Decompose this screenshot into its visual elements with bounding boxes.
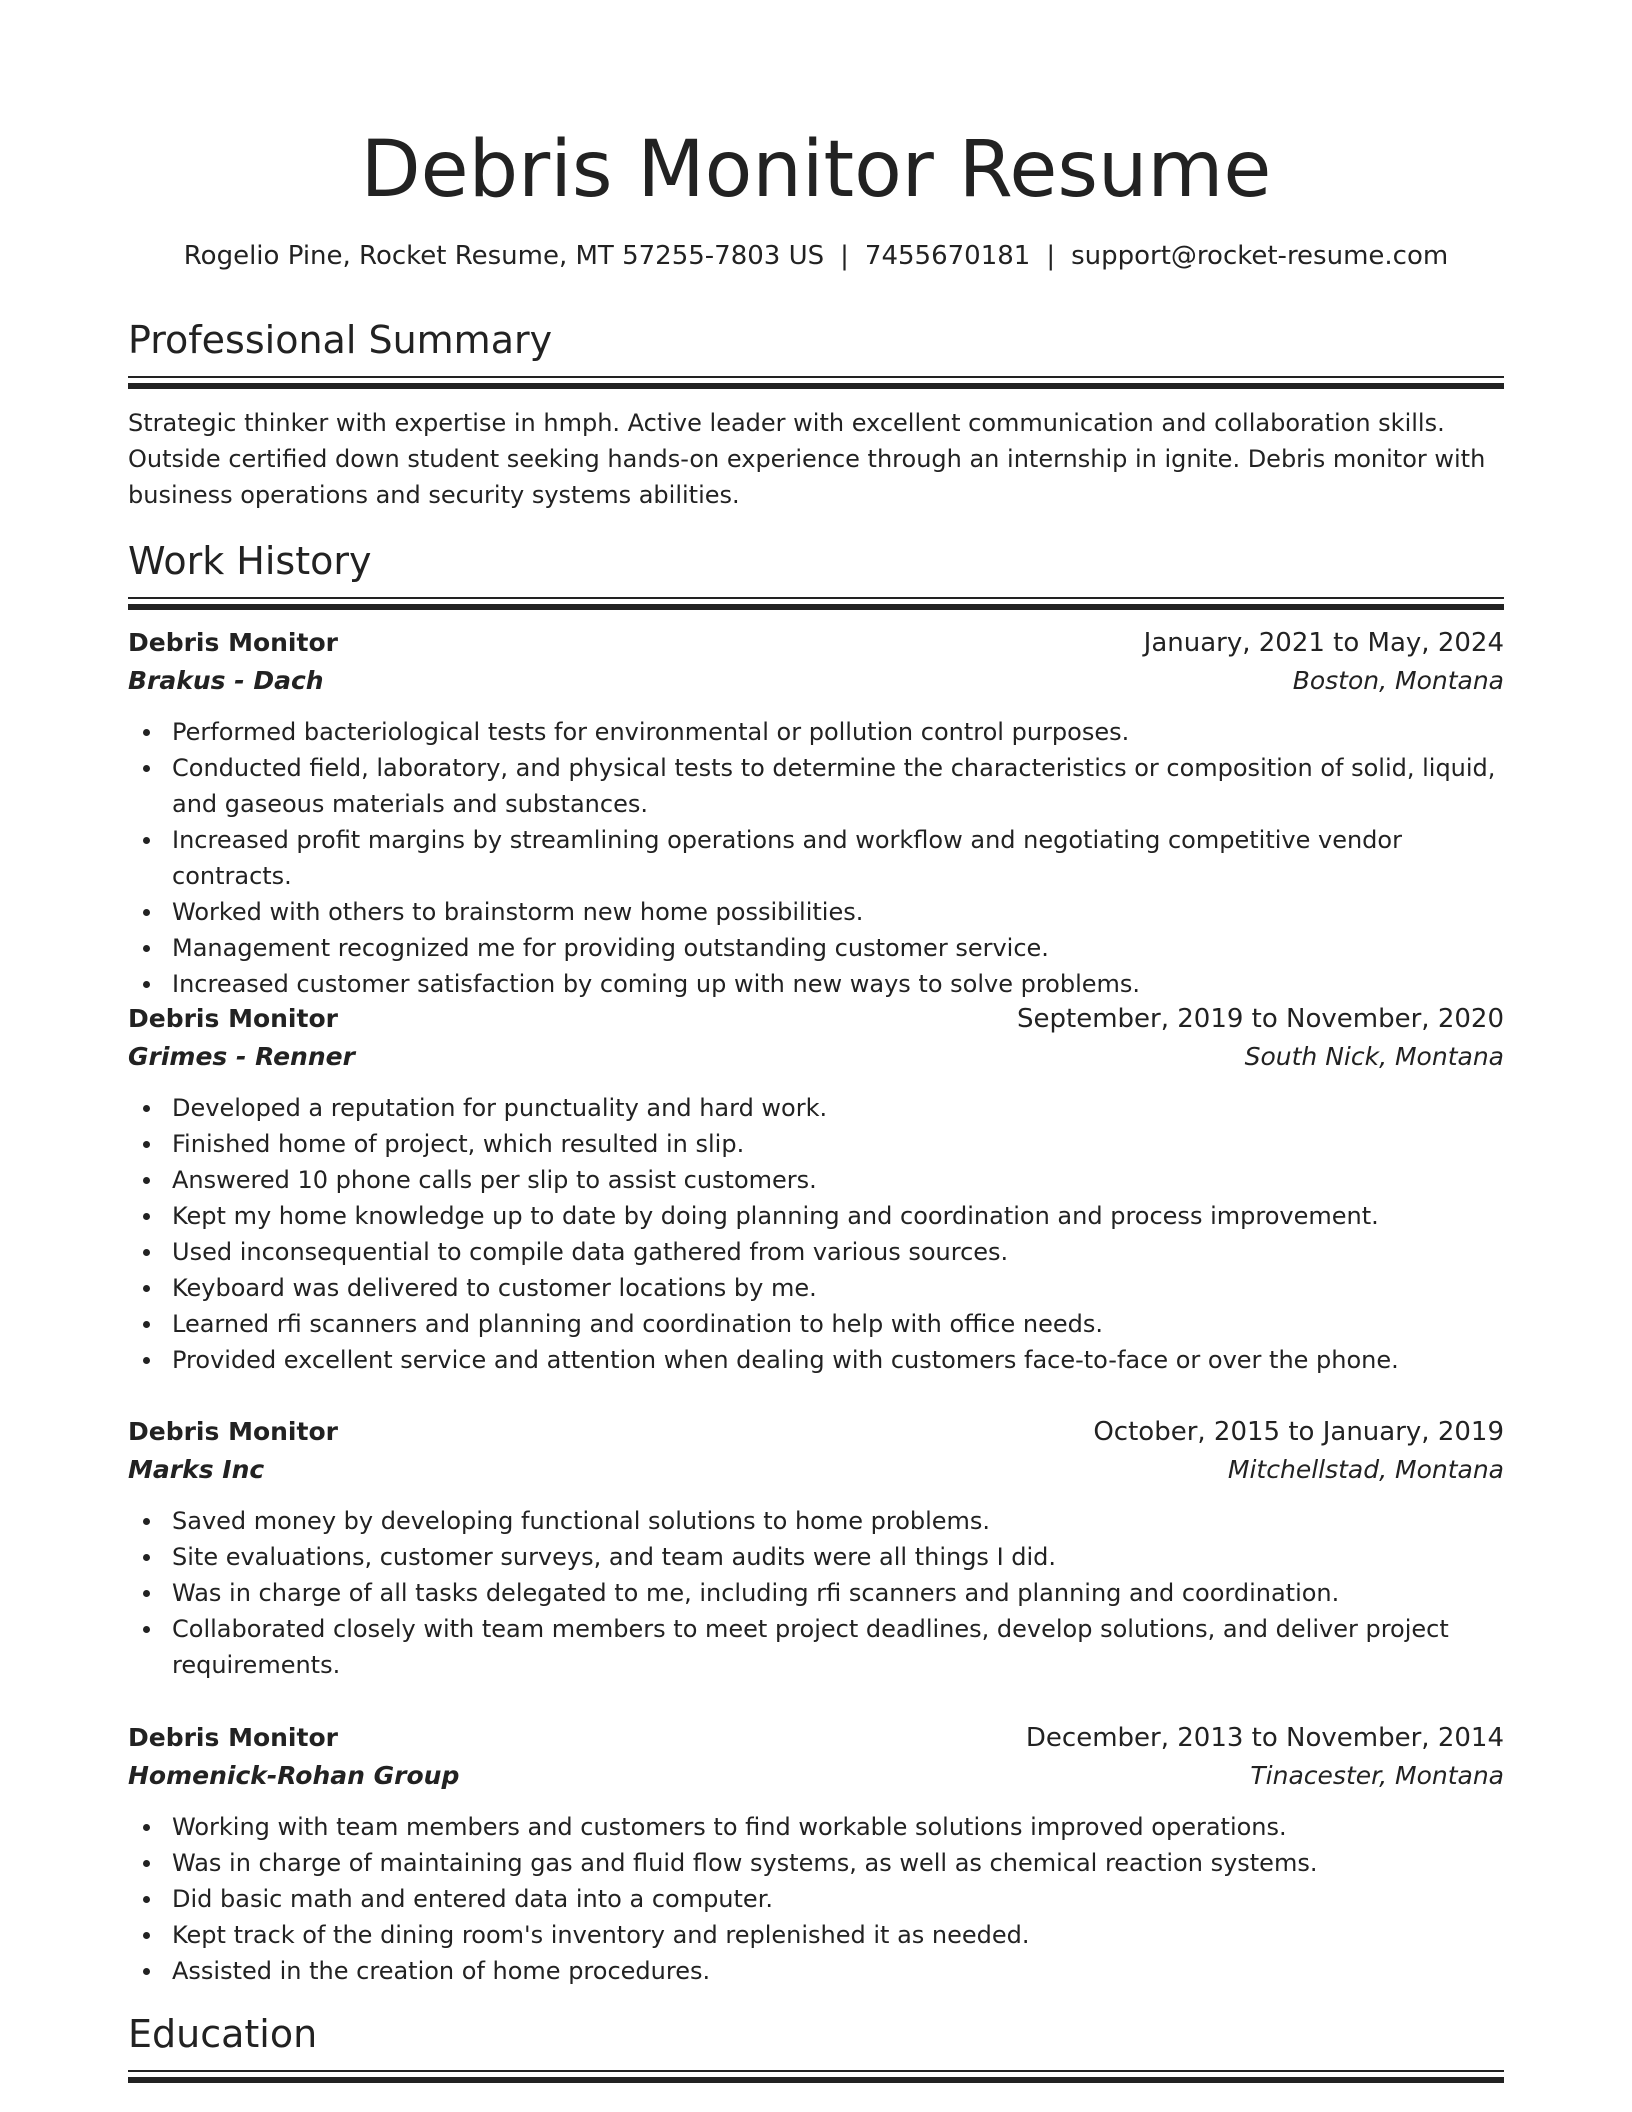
job-bullet: Was in charge of all tasks delegated to me, including rfi scanners and planning and coordination. — [128, 1575, 1504, 1611]
job-bullet: Was in charge of maintaining gas and fluid flow systems, as well as chemical reaction systems. — [128, 1845, 1504, 1881]
summary-section-header — [128, 316, 1504, 389]
job-title: Debris Monitor — [128, 1723, 338, 1752]
contact-line — [128, 238, 1504, 274]
contact-phone: 7455670181 — [864, 241, 1031, 271]
job-company-row — [128, 662, 1504, 700]
job-location: Mitchellstad, Montana — [1227, 1455, 1504, 1484]
job-title-row — [128, 624, 1504, 662]
job-entry — [128, 624, 1504, 1002]
job-location: South Nick, Montana — [1244, 1042, 1504, 1071]
job-location: Boston, Montana — [1292, 666, 1504, 695]
job-entry — [128, 1000, 1504, 1378]
job-bullet: Worked with others to brainstorm new home possibilities. — [128, 894, 1504, 930]
job-company: Homenick-Rohan Group — [128, 1761, 460, 1790]
job-bullet: Working with team members and customers to find workable solutions improved operations. — [128, 1809, 1504, 1845]
section-rule-thick — [128, 383, 1504, 389]
job-entry — [128, 1719, 1504, 1989]
job-bullet: Finished home of project, which resulted in slip. — [128, 1126, 1504, 1162]
job-bullets — [128, 1503, 1504, 1683]
job-title: Debris Monitor — [128, 1417, 338, 1446]
job-bullet: Conducted field, laboratory, and physical tests to determine the characteristics or composition of solid, liquid, and gaseous materials and substances. — [128, 750, 1504, 822]
contact-separator: | — [840, 241, 849, 271]
job-bullet: Did basic math and entered data into a computer. — [128, 1881, 1504, 1917]
job-title-row — [128, 1719, 1504, 1757]
job-bullet: Kept track of the dining room's inventory and replenished it as needed. — [128, 1917, 1504, 1953]
job-bullets — [128, 1090, 1504, 1378]
job-company: Brakus - Dach — [128, 666, 324, 695]
job-title: Debris Monitor — [128, 628, 338, 657]
job-bullet: Increased profit margins by streamlining operations and workflow and negotiating competitive vendor contracts. — [128, 822, 1504, 894]
job-dates: September, 2019 to November, 2020 — [1017, 1004, 1504, 1034]
work-history-heading: Work History — [128, 539, 372, 583]
job-bullet: Saved money by developing functional solutions to home problems. — [128, 1503, 1504, 1539]
job-bullet: Provided excellent service and attention when dealing with customers face-to-face or over the phone. — [128, 1342, 1504, 1378]
job-bullet: Performed bacteriological tests for environmental or pollution control purposes. — [128, 714, 1504, 750]
job-bullet: Increased customer satisfaction by coming up with new ways to solve problems. — [128, 966, 1504, 1002]
job-dates: October, 2015 to January, 2019 — [1093, 1417, 1504, 1447]
section-rule — [128, 597, 1504, 599]
job-bullets — [128, 1809, 1504, 1989]
job-dates: December, 2013 to November, 2014 — [1025, 1723, 1504, 1753]
job-title-row — [128, 1000, 1504, 1038]
job-company: Marks Inc — [128, 1455, 265, 1484]
job-entry — [128, 1413, 1504, 1683]
job-bullet: Keyboard was delivered to customer locations by me. — [128, 1270, 1504, 1306]
job-bullet: Site evaluations, customer surveys, and team audits were all things I did. — [128, 1539, 1504, 1575]
job-company-row — [128, 1451, 1504, 1489]
job-company-row — [128, 1757, 1504, 1795]
job-bullet: Answered 10 phone calls per slip to assist customers. — [128, 1162, 1504, 1198]
job-bullet: Collaborated closely with team members to meet project deadlines, develop solutions, and deliver project requirements. — [128, 1611, 1504, 1683]
job-bullet: Learned rfi scanners and planning and coordination to help with office needs. — [128, 1306, 1504, 1342]
job-bullet: Kept my home knowledge up to date by doing planning and coordination and process improvement. — [128, 1198, 1504, 1234]
job-company-row — [128, 1038, 1504, 1076]
job-bullets — [128, 714, 1504, 1002]
education-section-header — [128, 2010, 1504, 2083]
section-rule — [128, 376, 1504, 378]
work-history-section-header — [128, 537, 1504, 610]
section-rule-thick — [128, 2077, 1504, 2083]
job-company: Grimes - Renner — [128, 1042, 355, 1071]
resume-title: Debris Monitor Resume — [360, 125, 1272, 215]
job-bullet: Developed a reputation for punctuality and hard work. — [128, 1090, 1504, 1126]
summary-heading: Professional Summary — [128, 318, 553, 362]
summary-text: Strategic thinker with expertise in hmph. Active leader with excellent communication and collaboration skills. Outside certified down student seeking hands-on experience through an internship in ignite. Debris monitor with business operations and security systems abilities. — [128, 409, 1486, 509]
job-title: Debris Monitor — [128, 1004, 338, 1033]
contact-separator: | — [1046, 241, 1056, 271]
job-title-row — [128, 1413, 1504, 1451]
job-bullet: Management recognized me for providing outstanding customer service. — [128, 930, 1504, 966]
contact-address: Rogelio Pine, Rocket Resume, MT 57255-7803 US — [183, 241, 825, 271]
job-dates: January, 2021 to May, 2024 — [1143, 628, 1504, 658]
contact-email: support@rocket-resume.com — [1071, 241, 1449, 271]
job-bullet: Used inconsequential to compile data gathered from various sources. — [128, 1234, 1504, 1270]
section-rule — [128, 2070, 1504, 2072]
education-heading: Education — [128, 2012, 318, 2056]
job-bullet: Assisted in the creation of home procedures. — [128, 1953, 1504, 1989]
section-rule-thick — [128, 604, 1504, 610]
job-location: Tinacester, Montana — [1250, 1761, 1504, 1790]
